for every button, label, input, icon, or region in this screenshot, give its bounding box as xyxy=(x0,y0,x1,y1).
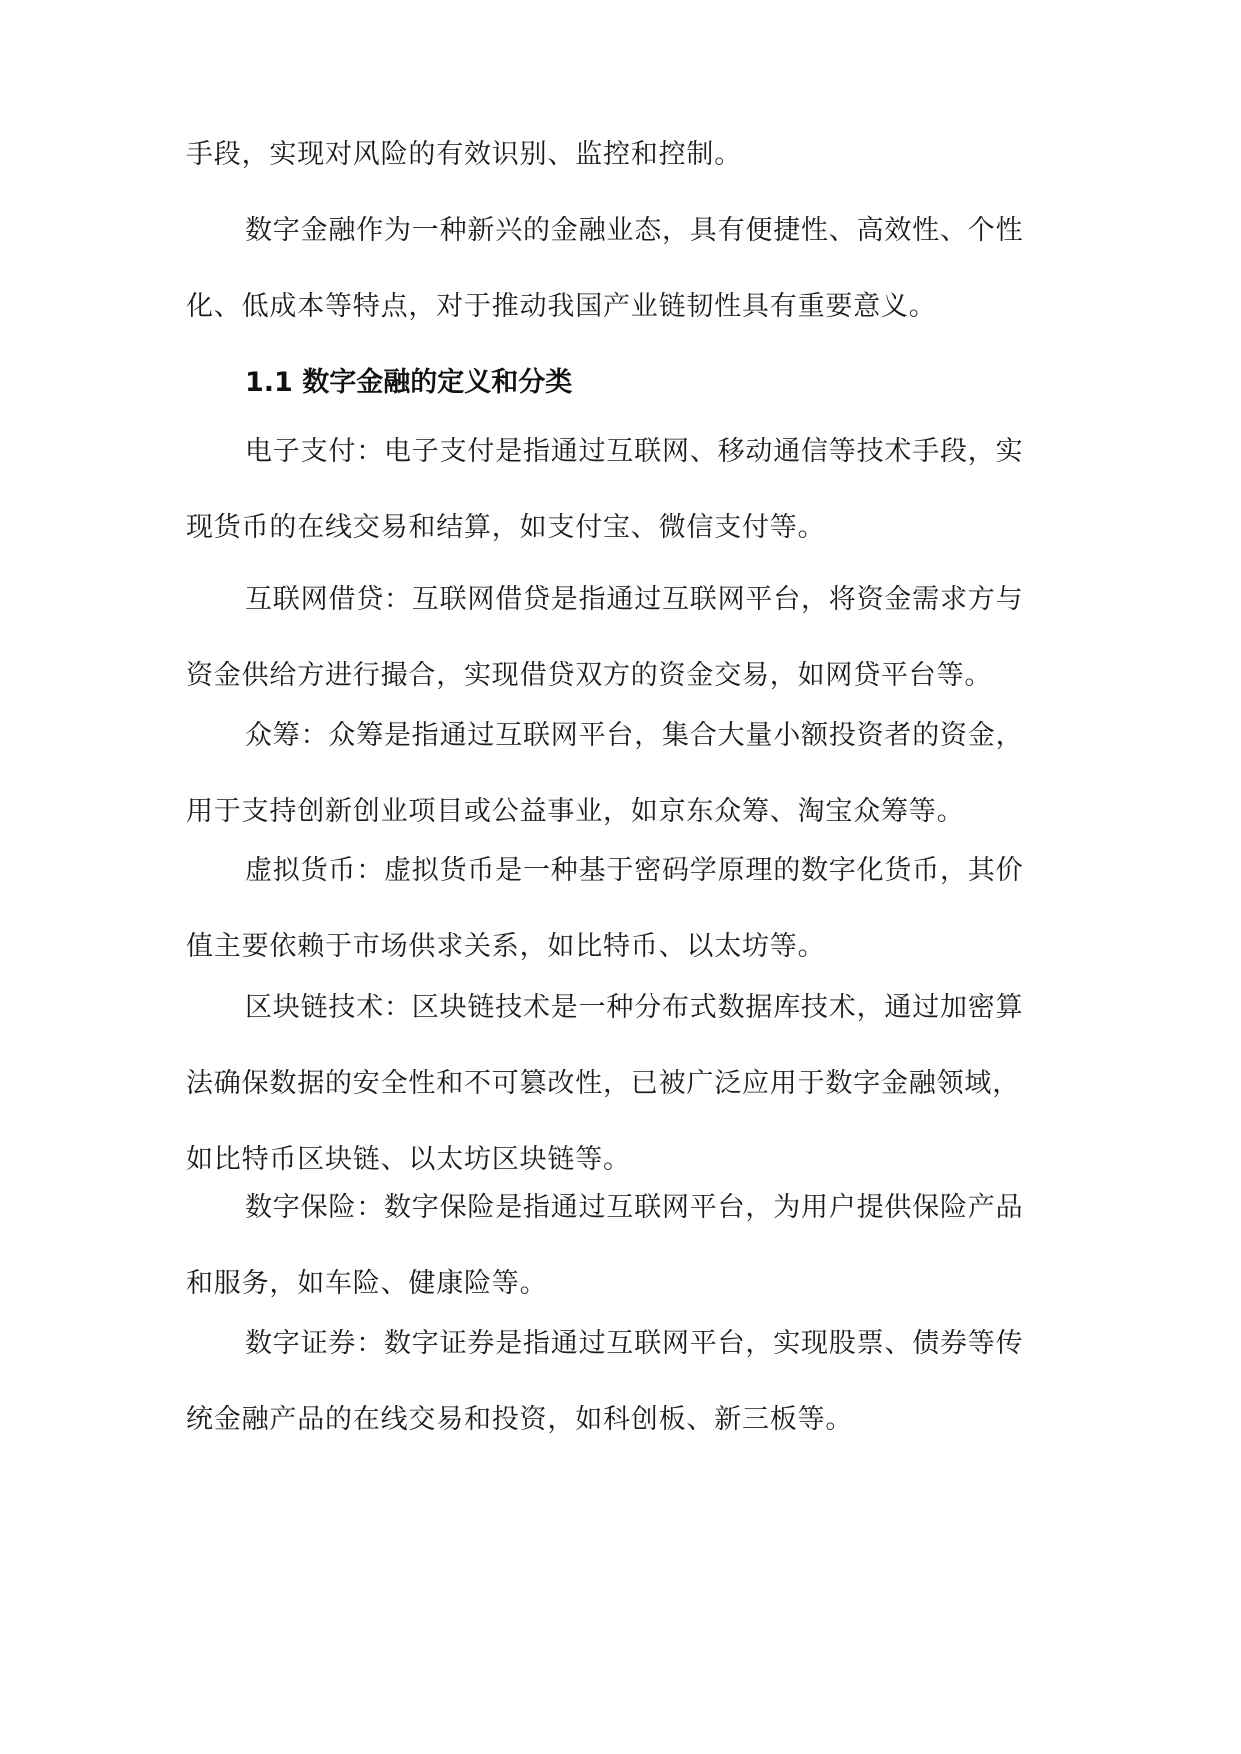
paragraph-blockchain xyxy=(186,970,1054,1198)
paragraph-line: 互联网借贷：互联网借贷是指通过互联网平台，将资金需求方与 xyxy=(245,584,1024,615)
paragraph-line: 用于支持创新创业项目或公益事业，如京东众筹、淘宝众筹等。 xyxy=(186,796,965,827)
paragraph-line: 如比特币区块链、以太坊区块链等。 xyxy=(186,1144,631,1175)
section-heading: 1.1 数字金融的定义和分类 xyxy=(245,367,573,398)
paragraph-line: 众筹：众筹是指通过互联网平台，集合大量小额投资者的资金， xyxy=(245,720,1024,751)
paragraph-internet-lending xyxy=(186,562,1054,714)
paragraph-digital-securities xyxy=(186,1306,1054,1458)
paragraph-overview xyxy=(186,193,1054,345)
paragraph-line: 和服务，如车险、健康险等。 xyxy=(186,1268,548,1299)
paragraph-line: 法确保数据的安全性和不可篡改性，已被广泛应用于数字金融领域， xyxy=(186,1068,1020,1099)
paragraph-digital-insurance xyxy=(186,1170,1054,1322)
paragraph-line: 电子支付：电子支付是指通过互联网、移动通信等技术手段，实 xyxy=(245,436,1024,467)
paragraph-line: 虚拟货币：虚拟货币是一种基于密码学原理的数字化货币，其价 xyxy=(245,855,1024,886)
paragraph-line: 统金融产品的在线交易和投资，如科创板、新三板等。 xyxy=(186,1404,854,1435)
paragraph-line: 手段，实现对风险的有效识别、监控和控制。 xyxy=(186,139,742,170)
paragraph-electronic-payment xyxy=(186,414,1054,566)
paragraph-line: 数字金融作为一种新兴的金融业态，具有便捷性、高效性、个性 xyxy=(245,215,1024,246)
paragraph-virtual-currency xyxy=(186,833,1054,985)
paragraph-line: 现货币的在线交易和结算，如支付宝、微信支付等。 xyxy=(186,512,826,543)
paragraph-line: 数字证券：数字证券是指通过互联网平台，实现股票、债券等传 xyxy=(245,1328,1024,1359)
paragraph-line: 区块链技术：区块链技术是一种分布式数据库技术，通过加密算 xyxy=(245,992,1024,1023)
paragraph-line: 资金供给方进行撮合，实现借贷双方的资金交易，如网贷平台等。 xyxy=(186,660,993,691)
paragraph-intro-continuation xyxy=(186,117,1054,193)
paragraph-line: 值主要依赖于市场供求关系，如比特币、以太坊等。 xyxy=(186,931,826,962)
paragraph-line: 数字保险：数字保险是指通过互联网平台，为用户提供保险产品 xyxy=(245,1192,1024,1223)
paragraph-crowdfunding xyxy=(186,698,1054,850)
paragraph-line: 化、低成本等特点，对于推动我国产业链韧性具有重要意义。 xyxy=(186,291,937,322)
